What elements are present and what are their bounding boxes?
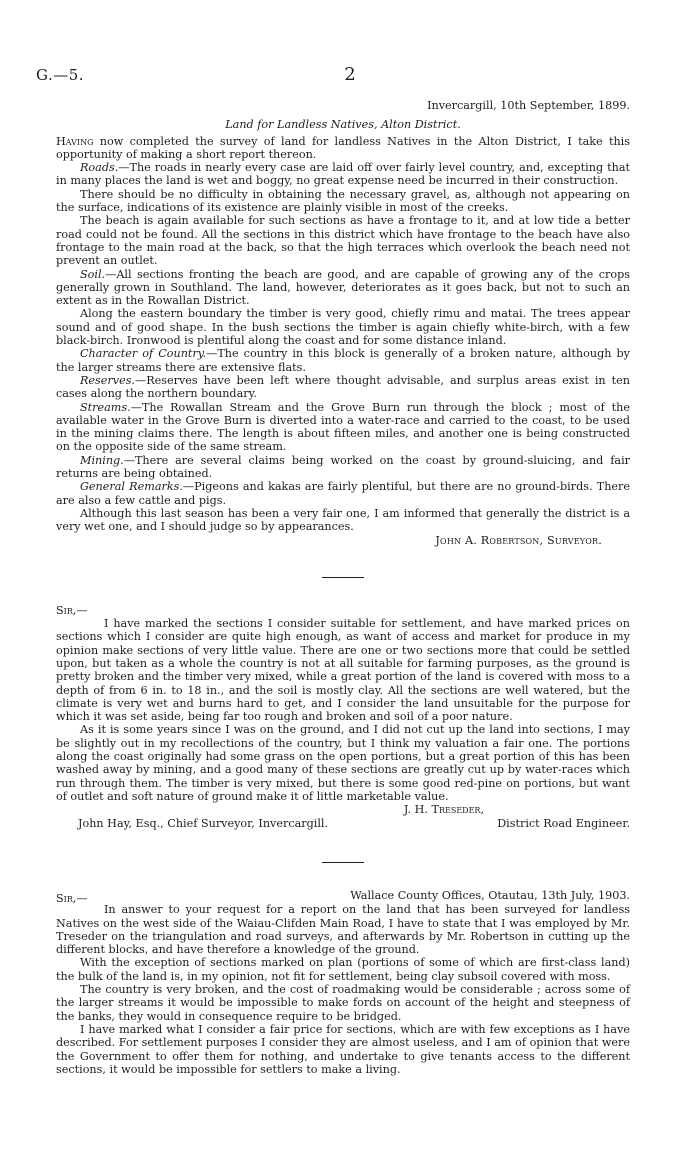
intro-paragraph — [56, 135, 630, 162]
country-heading: Character of Country. — [80, 347, 207, 361]
letter-dateline: Wallace County Offices, Otautau, 13th July, 1903. — [350, 889, 630, 903]
intro-text: now completed the survey of land for landless Natives in the Alton District, I take this opportunity of making a short report thereon. — [56, 134, 630, 161]
letter-header-row — [56, 889, 630, 906]
treseder-letter — [56, 604, 630, 832]
streams-paragraph — [56, 401, 630, 454]
beach-paragraph: The beach is again available for such sections as have a frontage to it, and at low tide a better road could not be found. All the sections in this district which have frontage to the beach have also frontage to the main road at the back, so that the high terraces which overlook the beach need not prevent an outlet. — [56, 214, 630, 268]
country-text: —The country in this block is generally of a broken nature, although by the larger streams there are extensive flats. — [56, 347, 630, 374]
soil-text: —All sections fronting the beach are good, and are capable of growing any of the crops generally grown in Southland. The land, however, deteriorates as it goes back, but not to such an extent as in the Rowallan District. — [56, 267, 630, 308]
streams-text: —The Rowallan Stream and the Grove Burn run through the block ; most of the available water in the Grove Burn is diverted into a water-race and carried to the coast, to be used in the mining claims there. The length is about fifteen miles, and another one is being constructed on the opposite side of the same stream. — [56, 400, 630, 454]
remarks-paragraph — [56, 480, 630, 507]
reserves-text: —Reserves have been left where thought advisable, and surplus areas exist in ten cases along the northern boundary. — [56, 373, 630, 401]
wallace-paragraph-1: In answer to your request for a report on the land that has been surveyed for landless Natives on the west side of the Waiau-Clifden Main Road, I have to state that I was employed by Mr. Treseder on the triangulation and road surveys, and afterwards by Mr. Robertson in cutting up the different blocks, and have therefore a knowledge of the ground. — [56, 903, 630, 957]
page-number: 2 — [344, 64, 356, 85]
closing-paragraph: Although this last season has been a very fair one, I am informed that generally the district is a very wet one, and I should judge so by appearances. — [56, 506, 630, 534]
mining-heading: Mining. — [80, 453, 124, 467]
signature-text: John A. Robertson, Surveyor. — [435, 533, 602, 547]
report-title: Land for Landless Natives, Alton District. — [225, 118, 461, 132]
remarks-text: —Pigeons and kakas are fairly plentiful, but there are no ground-birds. There are also a few cattle and pigs. — [56, 480, 630, 507]
addressee: John Hay, Esq., Chief Surveyor, Invercargill. — [78, 817, 329, 831]
salutation: Sir,— — [56, 892, 88, 906]
mining-paragraph — [56, 454, 630, 481]
robertson-report — [56, 99, 630, 547]
treseder-paragraph-2: As it is some years since I was on the ground, and I did not cut up the land into sections, I may be slightly out in my recollections of the country, but I think my valuation a fair one. The portions along the coast originally had some grass on the open portions, but a great portion of this has been washed away by mining, and a good many of these sections are greatly cut up by water-races which run through them. The timber is very mixed, but there is some good red-pine on portions, but want of outlet and soft nature of ground make it of little marketable value. — [56, 723, 630, 803]
gravel-paragraph: There should be no difficulty in obtaining the necessary gravel, as, although not appearing on the surface, indications of its existence are plainly visible in most of the creeks. — [56, 187, 630, 215]
signatory-title: District Road Engineer. — [497, 817, 630, 831]
timber-paragraph: Along the eastern boundary the timber is very good, chiefly rimu and matai. The trees appear sound and of good shape. In the bush sections the timber is again chiefly white-birch, with a few black-birch. Ironwood is plentiful along the coast and for some distance inland. — [56, 307, 630, 348]
wallace-paragraph-4: I have marked what I consider a fair price for sections, which are with few exceptions as I have described. For settlement purposes I consider they are almost useless, and I am of opinion that were the Government to offer them for nothing, and undertake to give tenants access to the different sections, it would be impossible for settlers to make a living. — [56, 1022, 630, 1076]
signatory-name: J. H. Treseder, — [403, 803, 484, 817]
roads-paragraph — [56, 161, 630, 188]
section-divider — [322, 577, 364, 578]
remarks-heading: General Remarks. — [80, 480, 183, 494]
salutation: Sir,— — [56, 603, 88, 617]
document-reference: G.—5. — [36, 66, 85, 84]
robertson-signature — [56, 534, 602, 547]
roads-text: —The roads in nearly every case are laid off over fairly level country, and, excepting that in many places the land is wet and boggy, no great expense need be incurred in their construction. — [56, 161, 630, 188]
soil-paragraph — [56, 268, 630, 308]
report-place-date: Invercargill, 10th September, 1899. — [427, 99, 630, 112]
page-header — [36, 66, 664, 88]
roads-heading: Roads. — [80, 161, 119, 175]
page-body — [56, 95, 630, 1076]
country-paragraph — [56, 347, 630, 374]
wallace-paragraph-3: The country is very broken, and the cost of roadmaking would be considerable ; across some of the larger streams it would be impossible to make fords on account of the height and steepness of the banks, they would in consequence require to be bridged. — [56, 983, 630, 1023]
reserves-paragraph — [56, 374, 630, 401]
wallace-paragraph-2: With the exception of sections marked on plan (portions of some of which are first-class land) the bulk of the land is, in my opinion, not fit for settlement, being clay subsoil covered with moss. — [56, 956, 630, 983]
treseder-signature-block — [56, 803, 630, 832]
soil-heading: Soil. — [80, 267, 106, 281]
treseder-paragraph-1: I have marked the sections I consider suitable for settlement, and have marked prices on sections which I consider are quite high enough, as want of access and market for produce in my opinion make sections of very little value. There are one or two sections more that could be settled upon, but taken as a whole the country is not at all suitable for farming purposes, as the ground is pretty broken and the timber very mixed, while a great portion of the land is covered with moss to a depth of from 6 in. to 18 in., and the soil is mostly clay. All the sections are well watered, but the climate is very wet and burns hard to get, and I consider the land unsuitable for the purpose for which it was set aside, being far too rough and broken and soil of a poor nature. — [56, 617, 630, 724]
streams-heading: Streams. — [80, 400, 131, 414]
section-divider — [322, 862, 364, 863]
wallace-county-letter — [56, 889, 630, 1076]
intro-lead: Having — [56, 134, 94, 148]
reserves-heading: Reserves. — [80, 373, 135, 387]
mining-text: —There are several claims being worked on the coast by ground-sluicing, and fair returns are being obtained. — [56, 453, 630, 481]
